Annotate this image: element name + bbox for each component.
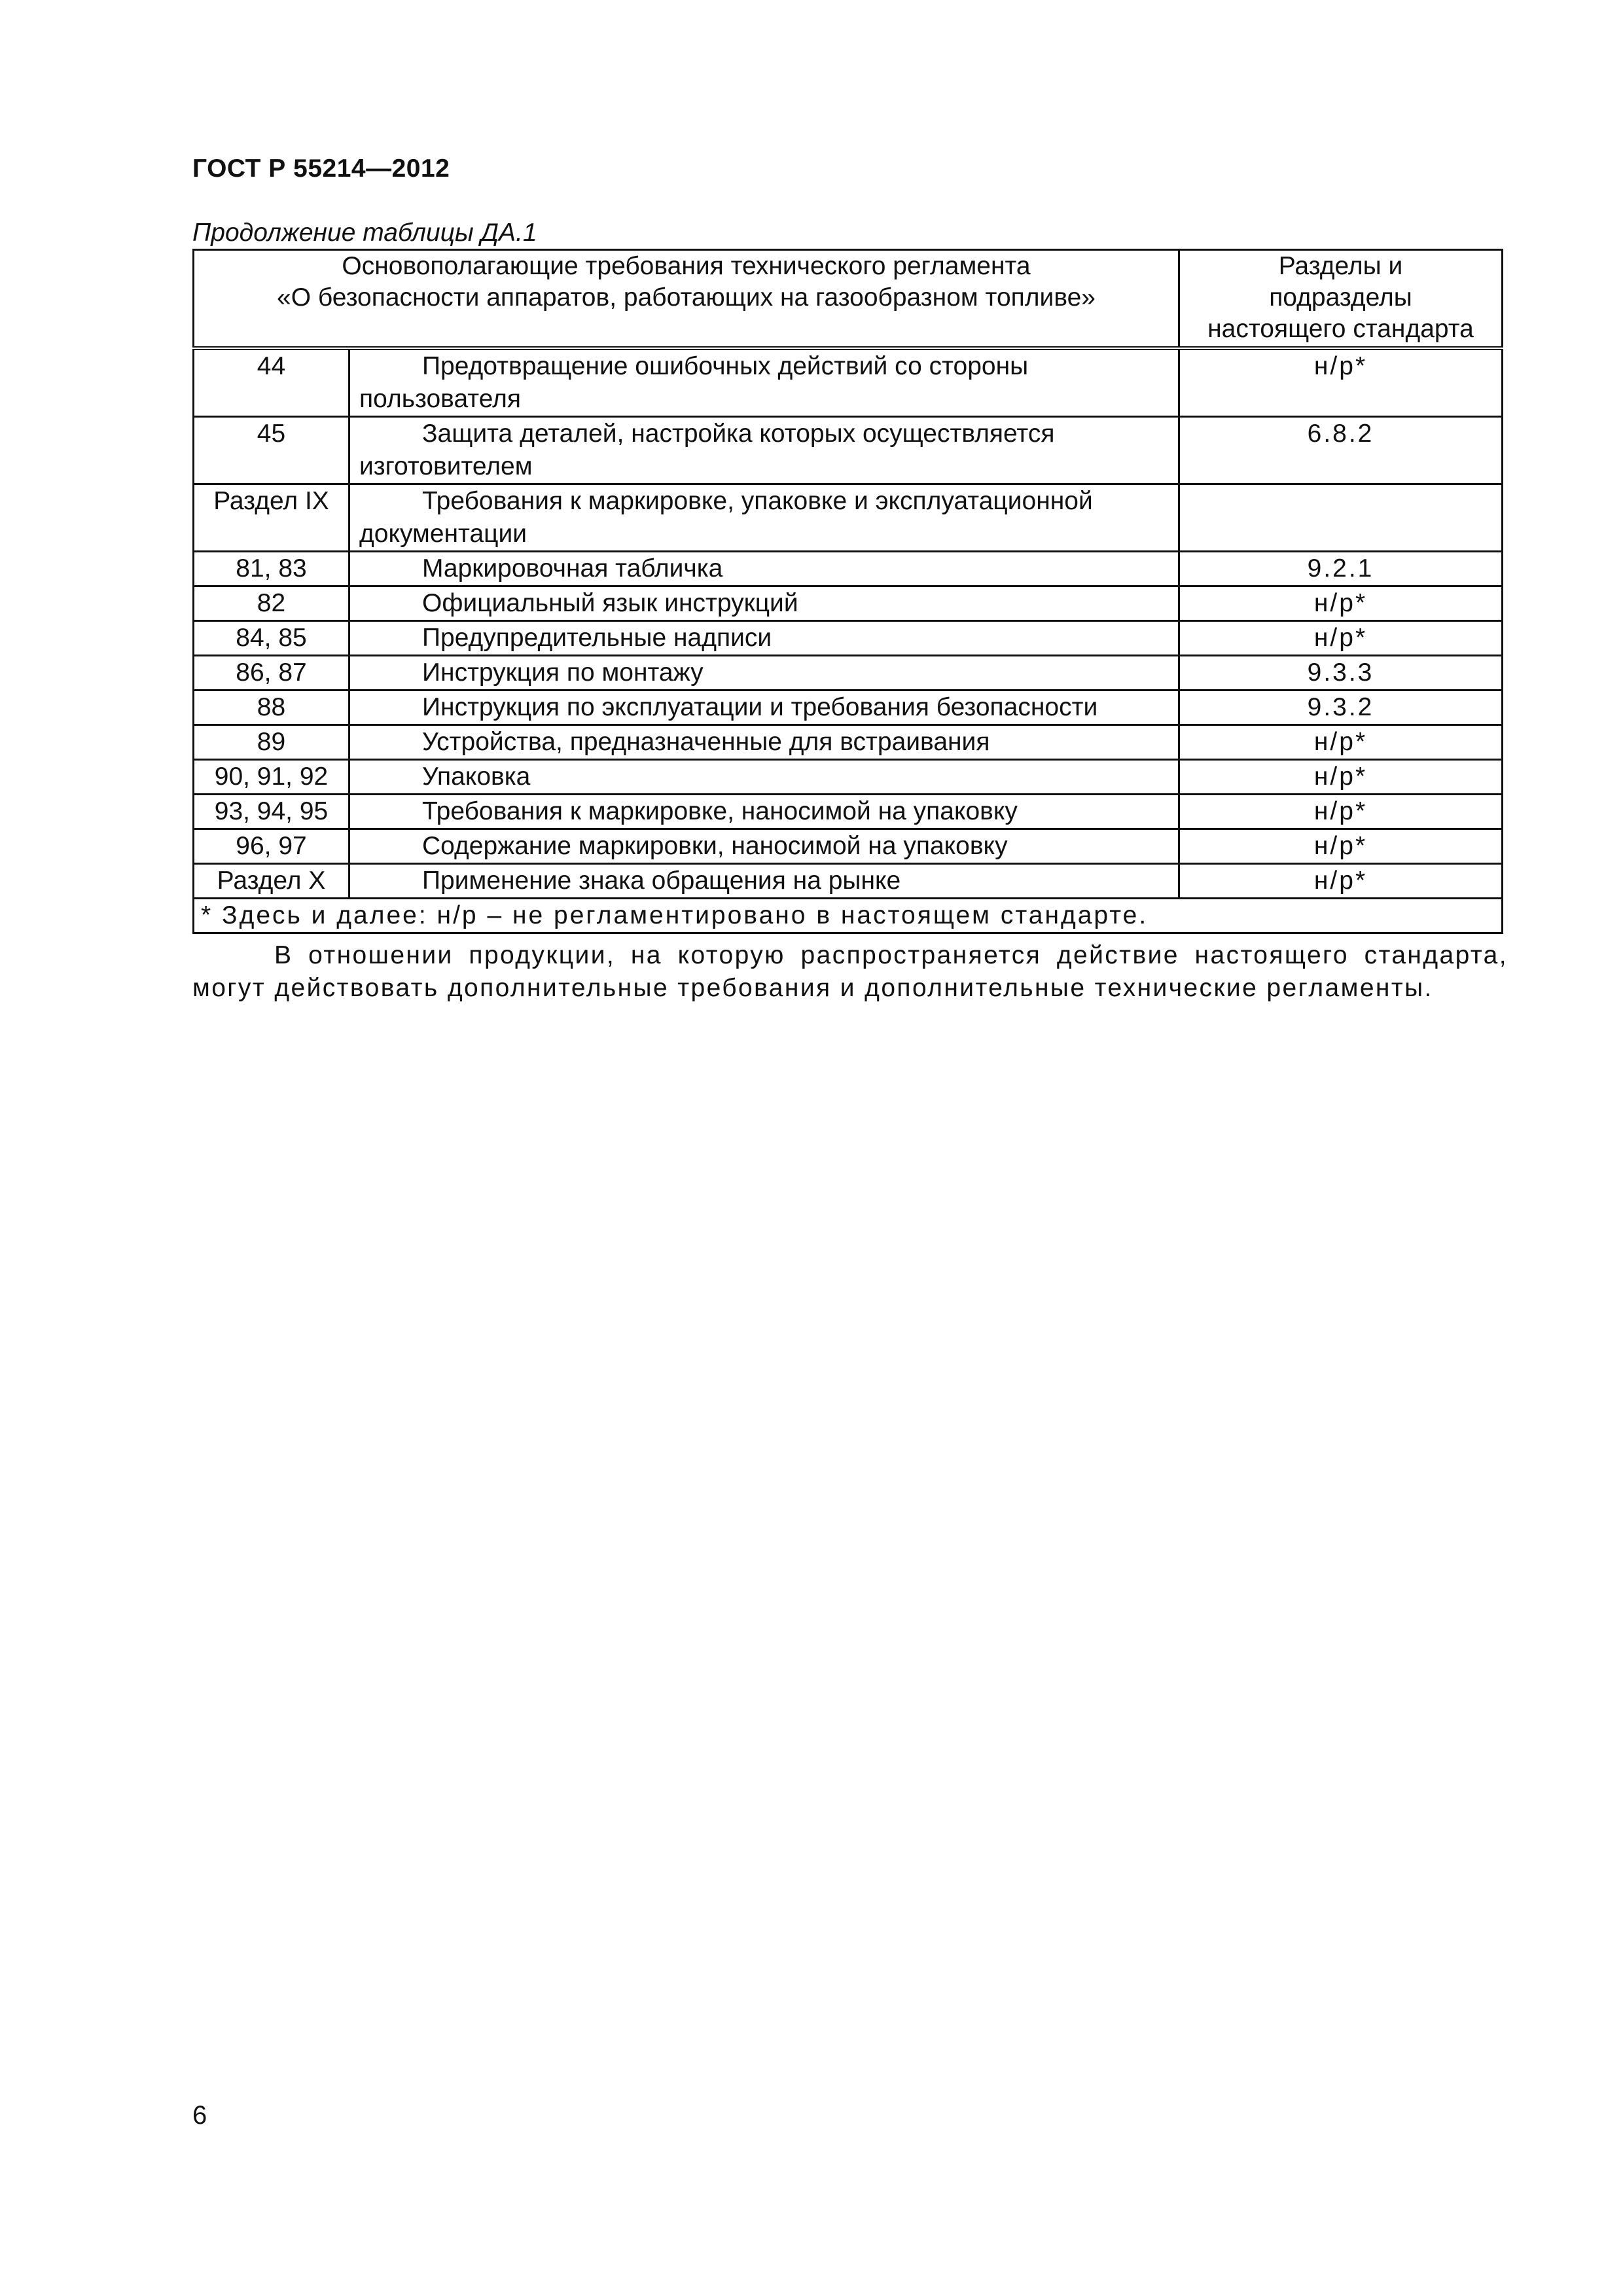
row-requirement: Требования к маркировке, наносимой на упаковку [349, 794, 1179, 829]
paragraph-line-2: могут действовать дополнительные требования и дополнительные технические регламенты. [192, 974, 1433, 1002]
paragraph-line-1: В отношении продукции, на которую распространяется действие настоящего стандарта, [274, 941, 1508, 969]
header-requirements: Основополагающие требования технического регламента «О безопасности аппаратов, работающих на газообразном топливе» [194, 250, 1179, 348]
document-code: ГОСТ Р 55214—2012 [192, 154, 450, 183]
table-row [194, 586, 1503, 620]
table-caption: Продолжение таблицы ДА.1 [192, 219, 537, 247]
row-number: 89 [194, 725, 349, 759]
row-reference: 9.2.1 [1179, 551, 1503, 586]
table-row [194, 551, 1503, 586]
row-number: 86, 87 [194, 655, 349, 690]
row-reference: н/р* [1179, 586, 1503, 620]
row-reference: н/р* [1179, 794, 1503, 829]
table-row [194, 416, 1503, 484]
table-row [194, 348, 1503, 417]
body-paragraph [192, 939, 1508, 1005]
row-number: 84, 85 [194, 620, 349, 655]
row-reference: н/р* [1179, 725, 1503, 759]
table-row [194, 484, 1503, 551]
table-footnote: * Здесь и далее: н/р – не регламентировано в настоящем стандарте. [194, 898, 1503, 933]
row-number: 88 [194, 690, 349, 725]
row-number: Раздел IX [194, 484, 349, 551]
row-number: 93, 94, 95 [194, 794, 349, 829]
row-requirement: Устройства, предназначенные для встраивания [349, 725, 1179, 759]
table-row [194, 863, 1503, 898]
table-header-row [194, 250, 1503, 348]
row-reference: 9.3.3 [1179, 655, 1503, 690]
table-row [194, 690, 1503, 725]
table-row [194, 794, 1503, 829]
row-requirement: Упаковка [349, 759, 1179, 794]
table-row [194, 620, 1503, 655]
table-footnote-row [194, 898, 1503, 933]
row-reference: 6.8.2 [1179, 416, 1503, 484]
row-requirement: Инструкция по монтажу [349, 655, 1179, 690]
row-reference: н/р* [1179, 759, 1503, 794]
row-number: 45 [194, 416, 349, 484]
row-number: 90, 91, 92 [194, 759, 349, 794]
row-number: 81, 83 [194, 551, 349, 586]
row-requirement: Инструкция по эксплуатации и требования безопасности [349, 690, 1179, 725]
row-reference: н/р* [1179, 620, 1503, 655]
row-number: Раздел X [194, 863, 349, 898]
row-requirement: Применение знака обращения на рынке [349, 863, 1179, 898]
row-reference: 9.3.2 [1179, 690, 1503, 725]
row-requirement: Предупредительные надписи [349, 620, 1179, 655]
requirements-table [192, 249, 1503, 934]
row-requirement: Защита деталей, настройка которых осуществляется изготовителем [349, 416, 1179, 484]
table-row [194, 829, 1503, 863]
row-number: 44 [194, 348, 349, 417]
table-row [194, 725, 1503, 759]
row-reference: н/р* [1179, 348, 1503, 417]
row-requirement: Предотвращение ошибочных действий со стороны пользователя [349, 348, 1179, 417]
row-reference [1179, 484, 1503, 551]
row-requirement: Официальный язык инструкций [349, 586, 1179, 620]
table-row [194, 655, 1503, 690]
table-row [194, 759, 1503, 794]
row-requirement: Требования к маркировке, упаковке и эксплуатационной документации [349, 484, 1179, 551]
header-sections: Разделы и подразделы настоящего стандарта [1179, 250, 1503, 348]
row-number: 96, 97 [194, 829, 349, 863]
row-number: 82 [194, 586, 349, 620]
row-reference: н/р* [1179, 829, 1503, 863]
row-requirement: Маркировочная табличка [349, 551, 1179, 586]
row-reference: н/р* [1179, 863, 1503, 898]
page-number: 6 [192, 2101, 207, 2130]
row-requirement: Содержание маркировки, наносимой на упаковку [349, 829, 1179, 863]
